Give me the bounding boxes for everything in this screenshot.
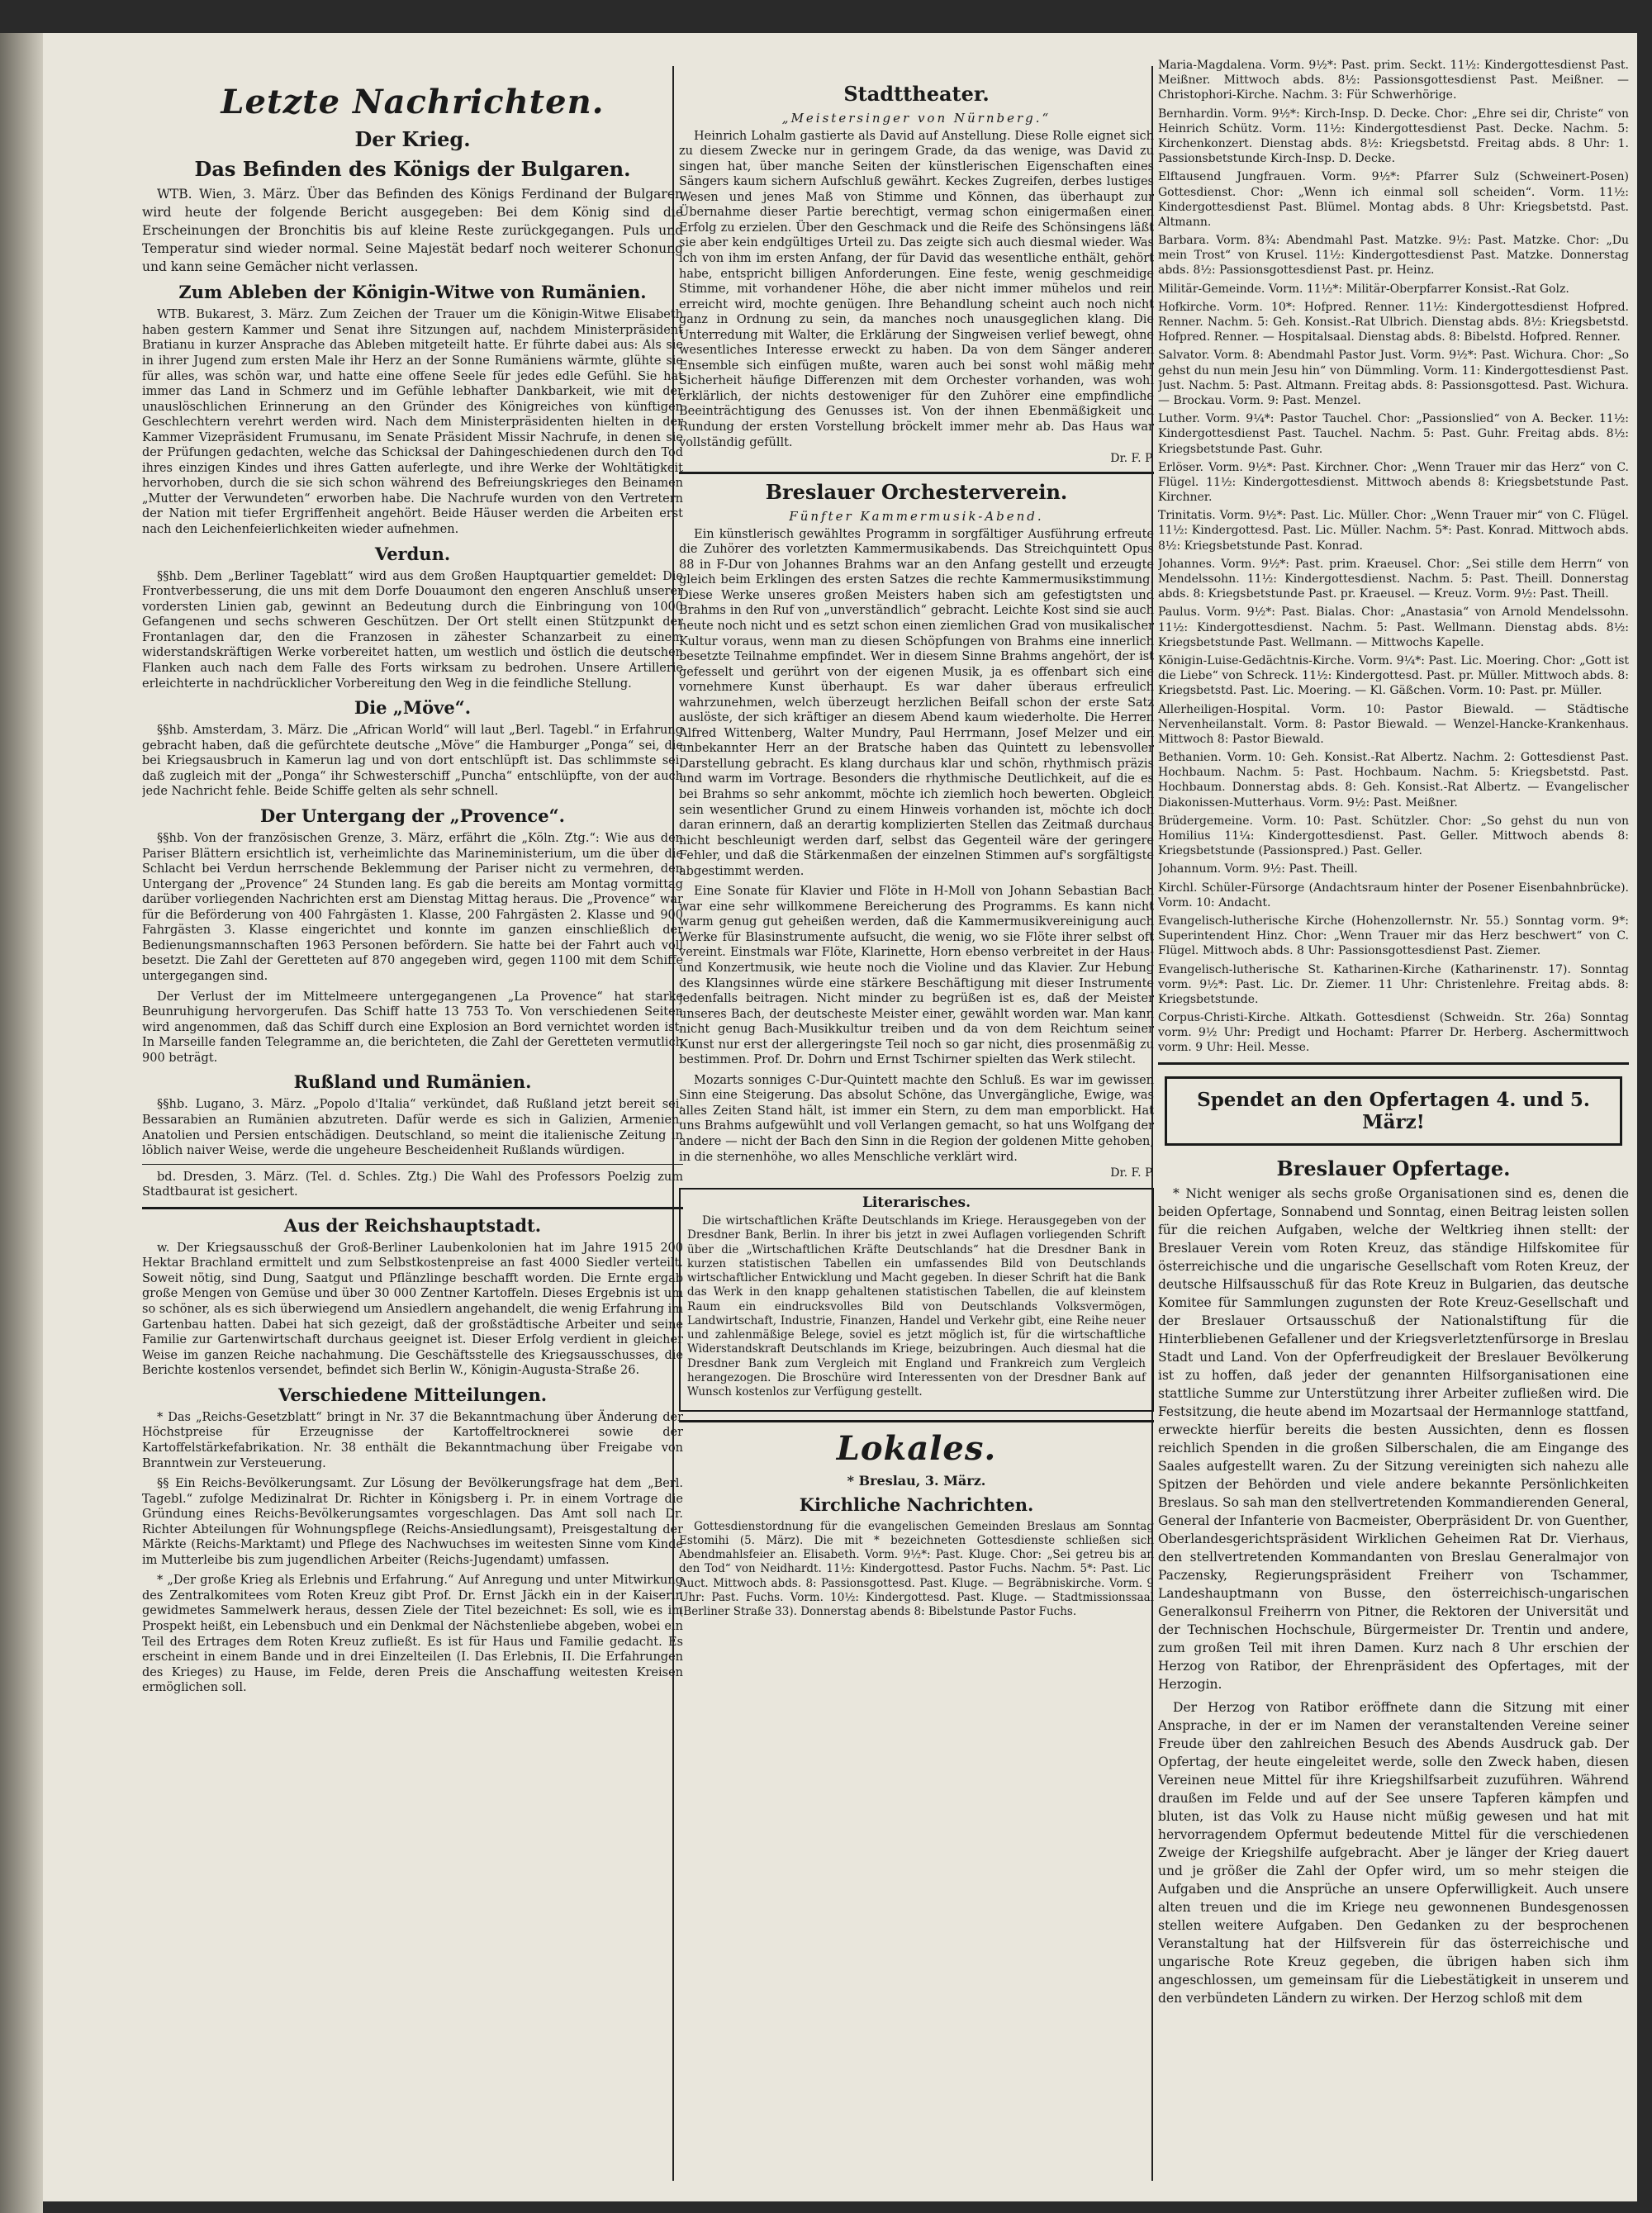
article-text: Der Herzog von Ratibor eröffnete dann die Sitzung mit einer Ansprache, in der er im Namen der veranstaltenden Vereine seiner Freude über den zahlreichen Besuch des Abends Ausdruck gab. Der Opfertag, der heute eingeleitet werde, solle den Zweck haben, diesen Vereinen neue Mittel für ihre Kriegshilfsarbeit zuzuführen. Während draußen im Felde und auf der See unsere Tapferen kämpfen und bluten, ist das Volk zu Hause nicht müßig gewesen und hat mit hervorragendem Opfermut bedeutende Mittel für die verschiedenen Zweige der Kriegshilfe aufgebracht. Aber je länger der Krieg dauert und je größer die Zahl der Opfer wird, um so mehr steigen die Aufgaben und die Ansprüche an unsere Opferwilligkeit. Auch unsere alten treuen und die im Kriege neu gewonnenen Bundesgenossen stellen weitere Aufgaben. Den Gedanken zu der besprochenen Veranstaltung hat der Hilfsverein für das österreichische und ungarische Rote Kreuz gegeben, die übrigen haben sich ihm angeschlossen, um gemeinsam für die Liebestätigkeit in unserem und den verbündeten Ländern zu wirken. Der Herzog schloß mit dem bbox=[1158, 1700, 1629, 2006]
article-title: Der Untergang der „Provence“. bbox=[260, 805, 565, 826]
church-listing-entry: Königin-Luise-Gedächtnis-Kirche. Vorm. 9¼*: Past. Lic. Moering. Chor: „Gott ist die Liebe“ von Schreck. 11½: Kindergottesd. Past. pr. Müller. Mittwoch abds. 8: Kriegsbetstd. Past. Lic. Moering. — Kl. Gäßchen. Vorm. 10: Past. pr. Müller. bbox=[1158, 653, 1629, 698]
article-title: Verdun. bbox=[374, 543, 451, 564]
article-title: Aus der Reichshauptstadt. bbox=[283, 1214, 542, 1236]
article-text: Der Verlust der im Mittelmeere untergegangenen „La Provence“ hat starke Beunruhigung hervorgerufen. Das Schiff hatte 13 753 To. Von verschiedenen Seiten wird angenommen, daß das Schiff durch eine Explosion an Bord vernichtet worden ist. In Marseille fanden Telegramme an, die berichteten, die Zahl der Geretteten vermutlich 900 beträgt. bbox=[142, 990, 683, 1065]
column-right bbox=[1158, 58, 1629, 2012]
article-title: Breslauer Opfertage. bbox=[1276, 1156, 1511, 1180]
church-listing-entry: Corpus-Christi-Kirche. Altkath. Gottesdienst (Schweidn. Str. 26a) Sonntag vorm. 9½ Uhr: Predigt und Hochamt: Pfarrer Dr. Herberg. Aschermittwoch vorm. 9 Uhr: Heil. Messe. bbox=[1158, 1011, 1629, 1055]
article-text: §§hb. Amsterdam, 3. März. Die „African World“ will laut „Berl. Tagebl.“ in Erfahrung gebracht haben, daß die gefürchtete deutsche „Möve“ die Hamburger „Ponga“ sei, die bei Kriegsausbruch in Kamerun lag und von dort entschlüpft ist. Das schlimmste sei, daß zugleich mit der „Ponga“ ihr Schwesterschiff „Puncha“ entschlüpfte, von der auch jede Nachricht fehle. Beide Schiffe gelten als sehr schnell. bbox=[142, 724, 683, 799]
article-text: * Nicht weniger als sechs große Organisationen sind es, denen die beiden Opfertage, Sonnabend und Sonntag, einen Beitrag leisten sollen für die reichen Aufgaben, welche der Weltkrieg ihnen stellt: der Breslauer Verein vom Roten Kreuz, das ständige Hilfskomitee für österreichische und die ungarische Gesellschaft vom Roten Kreuz, der deutsche Hilfsausschuß für das Rote Kreuz in Bulgarien, das deutsche Komitee für Sammlungen zugunsten der Rote Kreuz-Gesellschaft und der Breslauer Ortsausschuß der Nationalstiftung für die Hinterbliebenen Gefallener und der Kriegsverletztenfürsorge in Breslau Stadt und Land. Von der Opferfreudigkeit der Breslauer Bevölkerung ist zu hoffen, daß jeder der genannten Hilfsorganisationen eine stattliche Summe zur Unterstützung ihrer Arbeiter zufließen wird. Die Festsitzung, die heute abend im Mozartsaal der Hermannloge stattfand, erweckte hierfür bereits die besten Aussichten, denn es flossen reichlich Spenden in die großen Silberschalen, die am Eingange des Saales aufgestellt waren. Zu der Sitzung vereinigten sich nahezu alle Spitzen der Behörden und viele andere bekannte Persönlichkeiten Breslaus. So sah man den stellvertretenden Kommandierenden General, General der Infanterie von Bacmeister, Oberpräsident Dr. von Guenther, Oberlandesgerichtspräsident Wirklichen Geheimen Rat Dr. Vierhaus, den stellvertretenden Kommandanten von Breslau Generalmajor von Paczensky, Regierungspräsident Freiherr von Tschammer, Landeshauptmann von Busse, den österreichisch-ungarischen Generalkonsul Freiherrn von Pitner, die Rektoren der Universität und der Technischen Hochschule, Bürgermeister Dr. Trentin und andere, zum großen Teil mit ihren Damen. Kurz nach 8 Uhr erschien der Herzog von Ratibor, der Ehrenpräsident des Opfertages, mit der Herzogin. bbox=[1158, 1186, 1629, 1693]
church-listing-entry: Johannum. Vorm. 9½: Past. Theill. bbox=[1158, 862, 1358, 876]
church-listing-entry: Salvator. Vorm. 8: Abendmahl Pastor Just. Vorm. 9½*: Past. Wichura. Chor: „So gehst du nun mein Jesu hin“ von Dümmling. Vorm. 11: Kindergottesdienst Past. Just. Nachm. 5: Past. Altmann. Freitag abds. 8: Passionsgottesd. Past. Wichura. — Brockau. Vorm. 9: Past. Menzel. bbox=[1158, 349, 1629, 407]
article-title: Stadttheater. bbox=[843, 82, 990, 106]
church-listing-entry: Elftausend Jungfrauen. Vorm. 9½*: Pfarrer Sulz (Schweinert-Posen) Gottesdienst. Chor: „Wenn ich einmal soll scheiden“. Vorm. 11½: Kindergottesdienst Past. Blümel. Montag abds. 8 Uhr: Kriegsbetstd. Past. Altmann. bbox=[1158, 170, 1629, 229]
article-text: Heinrich Lohalm gastierte als David auf Anstellung. Diese Rolle eignet sich zu diesem Zwecke nur in geringem Grade, da das wenige, was David zu singen hat, über manche Seiten der künstlerischen Eigenschaften eines Sängers kaum sichern Aufschluß gewährt. Keckes Zugreifen, derbes lustiges Wesen und jenes Maß von Stimme und Können, das überhaupt zur Übernahme dieser Partie berechtigt, vermag schon einigermaßen einen Erfolg zu erzielen. Über den Geschmack und die Reife des Schönsingens läßt sie aber kein endgültiges Urteil zu. Das zeigte sich auch diesmal wieder. Was ich von ihm im ersten Anfang, der für David das wesentliche enthält, gehört habe, entspricht billigen Anforderungen. Eine feste, wenig geschmeidige Stimme, mit vorhandener Höhe, die aber nicht immer mühelos und rein erreicht wird, mochte genügen. Ihre Behandlung scheint auch noch nicht ganz in Ordnung zu sein, da manches noch unausgeglichen klang. Die Unterredung mit Walter, die Erklärung der Singweisen verlief bewegt, ohne wesentliches Interesse erweckt zu haben. Da von dem Sänger anderen Ensemble sich einfügen mußte, waren auch bei sonst wohl mäßig mehr Sicherheit häufige Differenzen mit dem Orchester vorhanden, was wohl erklärlich, der nichts destoweniger für den Zuhörer eine empfindliche Beeinträchtigung des Genusses ist. Von der ihnen Ebenmäßigkeit und Rundung der ersten Vorstellung bröckelt immer mehr ab. Das Haus war vollständig gefüllt. bbox=[679, 129, 1154, 449]
church-listing-entry: Johannes. Vorm. 9½*: Past. prim. Kraeusel. Chor: „Sei stille dem Herrn“ von Mendelssohn. 11½: Kindergottesdienst. Nachm. 5: Past. Theill. Donnerstag abds. 8: Kriegsbetstunde Past. pr. Kraeusel. — Kreuz. Vorm. 9½: Past. Theill. bbox=[1158, 557, 1629, 601]
book-binding bbox=[0, 33, 43, 2213]
dateline: * Breslau, 3. März. bbox=[847, 1472, 986, 1489]
article-text: §§hb. Lugano, 3. März. „Popolo d'Italia“ verkündet, daß Rußland jetzt bereit sei, Bessarabien an Rumänien abzutreten. Dafür werde es sich in Galizien, Armenien, Anatolien und Persien entschädigen. Deutschland, so meint die italienische Zeitung in löblich naiver Weise, werde die ungeheure Bescheidenheit Rußlands würdigen. bbox=[142, 1098, 683, 1158]
article-text: WTB. Wien, 3. März. Über das Befinden des Königs Ferdinand der Bulgaren wird heute der folgende Bericht ausgegeben: Bei dem König sind die Erscheinungen der Bronchitis bis auf kleine Reste zurückgegangen. Puls und Temperatur sind wieder normal. Seine Majestät bedarf noch weiterer Schonung und kann seine Gemächer nicht verlassen. bbox=[142, 187, 683, 275]
article-title: Die „Möve“. bbox=[354, 697, 472, 719]
article-title: Verschiedene Mitteilungen. bbox=[278, 1384, 548, 1405]
church-listings bbox=[1158, 58, 1629, 1056]
section-banner: Lokales. bbox=[836, 1428, 997, 1468]
newspaper-page bbox=[43, 33, 1637, 2201]
author-signature: Dr. F. P. bbox=[1110, 1166, 1154, 1180]
article-title: Kirchliche Nachrichten. bbox=[799, 1494, 1034, 1515]
column-middle bbox=[679, 58, 1154, 1625]
article-text: * Das „Reichs-Gesetzblatt“ bringt in Nr. 37 die Bekanntmachung über Änderung der Höchstpreise für Erzeugnisse der Kartoffeltrocknerei sowie der Kartoffelstärkefabrikation. Nr. 38 enthält die Bekanntmachung über Freigabe von Branntwein zur Versteuerung. bbox=[142, 1410, 683, 1470]
church-listing-entry: Brüdergemeine. Vorm. 10: Past. Schützler. Chor: „So gehst du nun von Homilius 11¼: Kindergottesdienst. Past. Geller. Mittwoch abends 8: Kriegsbetstunde (Passionspred.) Past. Geller. bbox=[1158, 814, 1629, 858]
article-title: Zum Ableben der Königin-Witwe von Rumänien. bbox=[178, 282, 647, 303]
church-listing-entry: Luther. Vorm. 9¼*: Pastor Tauchel. Chor: „Passionslied“ von A. Becker. 11½: Kindergottesdienst Past. Tauchel. Nachm. 5: Past. Guhr. Freitag abds. 8½: Kriegsbetstunde Past. Guhr. bbox=[1158, 412, 1629, 456]
divider bbox=[142, 1207, 683, 1209]
church-listing-entry: Bernhardin. Vorm. 9½*: Kirch-Insp. D. Decke. Chor: „Ehre sei dir, Christe“ von Heinrich Schütz. Vorm. 11½: Kindergottesdienst Past. Decke. Nachm. 5: Kirchenkonzert. Dienstag abds. 8½: Kriegsbetstd. Freitag abds. 8 Uhr: 1. Passionsbetstunde Kirch-Insp. D. Decke. bbox=[1158, 107, 1629, 166]
church-listing-entry: Paulus. Vorm. 9½*: Past. Bialas. Chor: „Anastasia“ von Arnold Mendelssohn. 11½: Kindergottesdienst. Nachm. 5: Past. Wellmann. Dienstag abds. 8½: Kriegsbetstunde Past. Wellmann. — Mittwochs Kapelle. bbox=[1158, 605, 1629, 649]
divider bbox=[1158, 1062, 1629, 1065]
article-text: Die wirtschaftlichen Kräfte Deutschlands im Kriege. Herausgegeben von der Dresdner Bank, Berlin. In ihrer bis jetzt in zwei Auflagen vorliegenden Schrift über die „Wirtschaftlichen Kräfte Deutschlands“ hat die Dresdner Bank in kurzen statistischen Tabellen ein umfassendes Bild von Deutschlands wirtschaftlicher Entwicklung und Macht gegeben. In dieser Schrift hat die Bank das Werk in den knapp gehaltenen statistischen Tabellen, die auf kleinstem Raum ein eindrucksvolles Bild von Deutschlands Volksvermögen, Landwirtschaft, Industrie, Finanzen, Handel und Verkehr gibt, eine Reihe neuer und zahlenmäßige Belege, soviel es jetzt möglich ist, für die wirtschaftliche Widerstandskraft Deutschlands im Kriege, beizubringen. Auch diesmal hat die Dresdner Bank zum Vergleich mit England und Frankreich zum Vergleich herangezogen. Die Broschüre wird Interessenten von der Dresdner Bank auf Wunsch kostenlos zur Verfügung gestellt. bbox=[687, 1214, 1146, 1399]
article-text: bd. Dresden, 3. März. (Tel. d. Schles. Ztg.) Die Wahl des Professors Poelzig zum Stadtbaurat ist gesichert. bbox=[142, 1170, 683, 1199]
article-subtitle: „Meistersinger von Nürnberg.“ bbox=[781, 110, 1051, 126]
church-listing-entry: Allerheiligen-Hospital. Vorm. 10: Pastor Biewald. — Städtische Nervenheilanstalt. Vorm. 8: Pastor Biewald. — Wenzel-Hancke-Krankenhaus. Mittwoch 8: Pastor Biewald. bbox=[1158, 702, 1629, 746]
church-listing-entry: Militär-Gemeinde. Vorm. 11½*: Militär-Oberpfarrer Konsist.-Rat Golz. bbox=[1158, 282, 1569, 296]
article-text: Eine Sonate für Klavier und Flöte in H-Moll von Johann Sebastian Bach war eine sehr willkommene Bereicherung des Programms. Es kann nicht warm genug gut geheißen werden, daß die Kammermusikvereinigung auch Werke für Blasinstrumente aufsucht, die wenig, wo sie Flöte ihrer selbst oft vereint. Einstmals war Flöte, Klarinette, Horn ebenso verbreitet in der Haus- und Konzertmusik, wie heute noch die Violine und das Klavier. Zur Hebung des Klangsinnes würde eine stärkere Beschäftigung mit dieser Instrumente jedenfalls beitragen. Nicht minder zu begrüßen ist es, daß der Meister unseres Bach, der deutscheste Meister einer, gewählt worden war. Man kann nicht genug Bach-Musikkultur treiben und da von dem Reichtum seiner Kunst nur erst der allergeringste Teil noch so gar nicht, dies prosenmäßig zu bestimmen. Prof. Dr. Dohrn und Ernst Tschirner spielten das Werk stilecht. bbox=[679, 885, 1154, 1067]
church-listing-entry: Evangelisch-lutherische Kirche (Hohenzollernstr. Nr. 55.) Sonntag vorm. 9*: Superintendent Hinz. Chor: „Wenn Trauer mir das Herz beschwert“ von C. Flügel. Mittwoch abds. 8 Uhr: Passionsgottesdienst Past. Ziemer. bbox=[1158, 914, 1629, 958]
appeal-box: Spendet an den Opfertagen 4. und 5. März! bbox=[1165, 1076, 1622, 1146]
church-listing-entry: Barbara. Vorm. 8¾: Abendmahl Past. Matzke. 9½: Past. Matzke. Chor: „Du mein Trost“ von Krusel. 11½: Kindergottesdienst Past. Matzke. Donnerstag abds. 8½: Passionsgottesdienst Past. pr. Heinz. bbox=[1158, 234, 1629, 278]
church-listing-entry: Kirchl. Schüler-Fürsorge (Andachtsraum hinter der Posener Eisenbahnbrücke). Vorm. 10: Andacht. bbox=[1158, 881, 1629, 909]
church-listing-entry: Trinitatis. Vorm. 9½*: Past. Lic. Müller. Chor: „Wenn Trauer mir“ von C. Flügel. 11½: Kindergottesd. Past. Lic. Müller. Nachm. 5*: Past. Konrad. Mittwoch abds. 8½: Kriegsbetstunde Past. Konrad. bbox=[1158, 509, 1629, 553]
article-title: Rußland und Rumänien. bbox=[293, 1071, 532, 1093]
article-text: * „Der große Krieg als Erlebnis und Erfahrung.“ Auf Anregung und unter Mitwirkung des Zentralkomitees vom Roten Kreuz gibt Prof. Dr. Ernst Jäckh ein in der Kaiserin gewidmetes Sammelwerk heraus, dessen Ziele der Titel bezeichnet: Es soll, wie es im Prospekt heißt, ein Lebensbuch und ein Denkmal der Nächstenliebe abgeben, wobei ein Teil des Ertrages dem Roten Kreuz zufließt. Es ist für Haus und Familie gedacht. Es erscheint in einem Bande und in drei Einzelteilen (I. Das Erlebnis, II. Die Erfahrungen des Krieges) zu Hause, im Felde, deren Preis die Anschaffung weitesten Kreisen ermöglichen soll. bbox=[142, 1574, 683, 1695]
divider bbox=[679, 472, 1154, 474]
article-subtitle: Fünfter Kammermusik-Abend. bbox=[789, 508, 1044, 524]
section-banner: Letzte Nachrichten. bbox=[221, 83, 605, 121]
church-listing-entry: Maria-Magdalena. Vorm. 9½*: Past. prim. Seckt. 11½: Kindergottesdienst Past. Meißner. Mittwoch abds. 8½: Passionsgottesdienst Past. Meißner. — Christophori-Kirche. Nachm. 3: Für Schwerhörige. bbox=[1158, 59, 1629, 102]
article-text: §§hb. Von der französischen Grenze, 3. März, erfährt die „Köln. Ztg.“: Wie aus den Pariser Blättern ersichtlich ist, verheimlichte das Marineministerium, um die über die Schlacht bei Verdun herrschende Beklemmung der Pariser nicht zu vermehren, den Untergang der „Provence“ 24 Stunden lang. Es gab die bereits am Montag vormittag darüber vorliegenden Nachrichten erst am Dienstag Mittag heraus. Die „Provence“ war für die Beförderung von 400 Fahrgästen 1. Klasse, 200 Fahrgästen 2. Klasse und 900 Fahrgästen 3. Klasse eingerichtet und konnte im ganzen einschließlich der Bedienungsmannschaften 1963 Personen befördern. Sie hatte bei der Fahrt auch voll besetzt. Die Zahl der Geretteten auf 870 angegeben wird, gegen 1100 mit dem Schiffe untergegangen sind. bbox=[142, 832, 683, 983]
article-title: Das Befinden des Königs der Bulgaren. bbox=[194, 156, 631, 181]
church-listing-entry: Erlöser. Vorm. 9½*: Past. Kirchner. Chor: „Wenn Trauer mir das Herz“ von C. Flügel. 11½: Kindergottesdienst. Mittwoch abends 8: Kriegsbetstunde Past. Kirchner. bbox=[1158, 460, 1629, 505]
literary-heading: Literarisches. bbox=[862, 1194, 971, 1212]
article-text: Gottesdienstordnung für die evangelischen Gemeinden Breslaus am Sonntag Estomihi (5. März). Die mit * bezeichneten Gottesdienste schließen sich Abendmahlsfeier an. Elisabeth. Vorm. 9½*: Past. Kluge. Chor: „Sei getreu bis an den Tod“ von Neidhardt. 11½: Kindergottesd. Pastor Fuchs. Nachm. 5*: Past. Lic. Auct. Mittwoch abds. 8: Passionsgottesd. Past. Kluge. — Begräbniskirche. Vorm. 9 Uhr: Past. Fuchs. Vorm. 10½: Kindergottesd. Past. Kluge. — Stadtmissionssaal (Berliner Straße 33). Donnerstag abends 8: Bibelstunde Pastor Fuchs. bbox=[679, 1519, 1154, 1619]
article-text: Ein künstlerisch gewähltes Programm in sorgfältiger Ausführung erfreute die Zuhörer des vorletzten Kammermusikabends. Das Streichquintett Opus 88 in F-Dur von Johannes Brahms war an den Anfang gestellt und erzeugte gleich beim Erklingen des ersten Satzes die rechte Kammermusikstimmung. Diese Werke unseres großen Meisters haben sich am gefestigtsten und Brahms in den Ruf von „unverständlich“ gebracht. Leichte Kost sind sie auch heute noch nicht und es setzt schon einen ziemlichen Grad von musikalischer Kultur voraus, wenn man zu diesen Schöpfungen von Brahms eine innerlich besetzte Teilnahme empfindet. Wer in diesem Sinne Brahms angehört, der ist gefesselt und gerührt von der eigenen Musik, ja es offenbart sich eine vornehmere Kunst überhaupt. Es war daher überaus erfreulich wahrzunehmen, welch überzeugt herzlichen Beifall schon der erste Satz auslöste, der sich kräftiger an diesem Abend kaum wiederholte. Die Herren Alfred Wittenberg, Walter Mundry, Paul Herrmann, Josef Melzer und ein unbekannter Herr an der Bratsche haben das Quintett zu lebensvoller Darstellung gebracht. Es klang durchaus klar und schön, rhythmisch präzis und warm im Vortrage. Besonders die rhythmische Deutlichkeit, auf die es bei Brahms so sehr ankommt, möchte ich ziemlich hoch bewerten. Obgleich sein wesentlicher Grund zu einem Hinweis vorhanden ist, möchte ich doch daran erinnern, daß an derartig komplizierten Stellen das Zeitmaß durchaus nicht beschleunigt werden darf, selbst das Gegenteil wäre der geringere Fehler, und daß die Stärkenmaßen der einzelnen Stimmen auf's sorgfältigste abgestimmt werden. bbox=[679, 527, 1154, 878]
church-listing-entry: Hofkirche. Vorm. 10*: Hofpred. Renner. 11½: Kindergottesdienst Hofpred. Renner. Nachm. 5: Geh. Konsist.-Rat Ulbrich. Dienstag abds. 8½: Kriegsbetstd. Hofpred. Renner. — Hospitalsaal. Dienstag abds. 8: Bibelstd. Hofpred. Renner. bbox=[1158, 300, 1629, 344]
article-text: §§hb. Dem „Berliner Tageblatt“ wird aus dem Großen Hauptquartier gemeldet: Die Frontverbesserung, die uns mit dem Dorfe Douaumont den engeren Anschluß unserer vordersten Linien gab, gewinnt an Bedeutung durch die Einbringung von 1000 Gefangenen und sechs schweren Geschützen. Der Ort stellt einen Stützpunkt der Frontanlagen dar, den die Franzosen in zähester Schanzarbeit zu einem widerstandskräftigen Werke vorbereitet hatten, um westlich und östlich die deutschen Flanken auch nach dem Falle des Forts wirksam zu bedrohen. Unsere Artillerie erleichterte in nachdrücklicher Vorbereitung den Weg in die feindliche Stellung. bbox=[142, 569, 683, 691]
article-title: Breslauer Orchesterverein. bbox=[765, 480, 1068, 505]
literary-box bbox=[679, 1188, 1154, 1411]
article-text: w. Der Kriegsausschuß der Groß-Berliner Laubenkolonien hat im Jahre 1915 200 Hektar Brachland ermittelt und zum Selbstkostenpreise an fast 4000 Siedler verteilt. Soweit nötig, sind Dung, Saatgut und Pflänzlinge beschafft worden. Die Ernte ergab große Mengen von Gemüse und über 30 000 Zentner Kartoffeln. Dieses Ergebnis ist um so schöner, als es sich überwiegend um Ansiedlern angehandelt, die wenig Erfahrung im Gartenbau hatten. Dabei hat sich gezeigt, daß der großstädtische Arbeiter und seine Familie zur Gartenwirtschaft durchaus geeignet ist. Dieser Erfolg verdient in gleicher Weise im ganzen Reiche nachahmung. Die Geschäftsstelle des Kriegsausschusses, die Berichte kostenlos versendet, befindet sich Berlin W., Königin-Augusta-Straße 26. bbox=[142, 1241, 683, 1378]
article-text: Mozarts sonniges C-Dur-Quintett machte den Schluß. Es war im gewissen Sinn eine Steigerung. Das absolut Schöne, das Unvergängliche, Ewige, was alles Zeiten Stand hält, ist immer ein Stern, zu dem man emporblickt. Hat uns Brahms aufgewühlt und voll Verlangen gemacht, so hat uns Wolfgang der andere — nicht der Bach den Sinn in die Region der goldenen Mitte gehoben, in die sternenhöhe, wo alles Menschliche verklärt wird. bbox=[679, 1073, 1154, 1164]
column-left bbox=[142, 58, 683, 1701]
divider bbox=[679, 1420, 1154, 1422]
author-signature: Dr. F. P. bbox=[1110, 452, 1154, 466]
war-heading: Der Krieg. bbox=[354, 127, 471, 151]
church-listing-entry: Bethanien. Vorm. 10: Geh. Konsist.-Rat Albertz. Nachm. 2: Gottesdienst Past. Hochbaum. Nachm. 5: Past. Hochbaum. Nachm. 5: Kriegsbetstd. Past. Hochbaum. Donnerstag abds. 8: Geh. Konsist.-Rat Albertz. — Evangelischer Diakonissen-Mutterhaus. Vorm. 9½: Past. Meißner. bbox=[1158, 751, 1629, 810]
article-text: §§ Ein Reichs-Bevölkerungsamt. Zur Lösung der Bevölkerungsfrage hat dem „Berl. Tagebl.“ zufolge Medizinalrat Dr. Richter in Königsberg i. Pr. in einem Vortrage die Gründung eines Reichs-Bevölkerungsamtes vorgeschlagen. Das Amt soll nach Dr. Richter Abteilungen für Wohnungspflege (Reichs-Ansiedlungsamt), Preisgestaltung der Märkte (Reichs-Marktamt) und Pflege des Nachwuchses im weitesten Sinne vom Kinde im Mutterleibe bis zum jugendlichen Arbeiter (Reichs-Jugendamt) umfassen. bbox=[142, 1477, 683, 1567]
article-text: WTB. Bukarest, 3. März. Zum Zeichen der Trauer um die Königin-Witwe Elisabeth haben gestern Kammer und Senat ihre Sitzungen auf, nachdem Ministerpräsident Bratianu in kurzer Ansprache das Ableben mitgeteilt hatte. Er führte dabei aus: Als sie in ihrer Jugend zum ersten Male ihr Herz an der Sonne Rumäniens wärmte, glühte sie für alles, was schön war, und hatte eine offene Seele für jedes edle Gefühl. Sie hat immer das Land in Schmerz und im Gefühle lebhafter Dankbarkeit, wie mit der unauslöschlichen Erinnerung an den Gründer des Königreiches von künftigen Geschlechtern verehrt werden wird. Nach dem Ministerpräsidenten hielten in der Kammer Vizepräsident Frumusanu, im Senate Präsident Missir Nachrufe, in denen sie der Prüfungen gedachten, welche das Schicksal der Dahingeschiedenen durch den Tod ihres einzigen Kindes und ihres Gatten auferlegte, und ihre Werke der Wohltätigkeit hervorhoben, durch die sie sich schon während des Befreiungskrieges den Beinamen „Mutter der Verwundeten“ erworben habe. Die Nachrufe wurden von den Vertretern der Nation mit tiefer Ergriffenheit angehört. Beide Häuser werden die Arbeiten erst nach den Leichenfeierlichkeiten wieder aufnehmen. bbox=[142, 308, 683, 536]
divider bbox=[142, 1164, 683, 1165]
church-listing-entry: Evangelisch-lutherische St. Katharinen-Kirche (Katharinenstr. 17). Sonntag vorm. 9½*: Past. Lic. Dr. Ziemer. 11 Uhr: Christenlehre. Freitag abds. 8: Kriegsbetstunde. bbox=[1158, 962, 1629, 1006]
